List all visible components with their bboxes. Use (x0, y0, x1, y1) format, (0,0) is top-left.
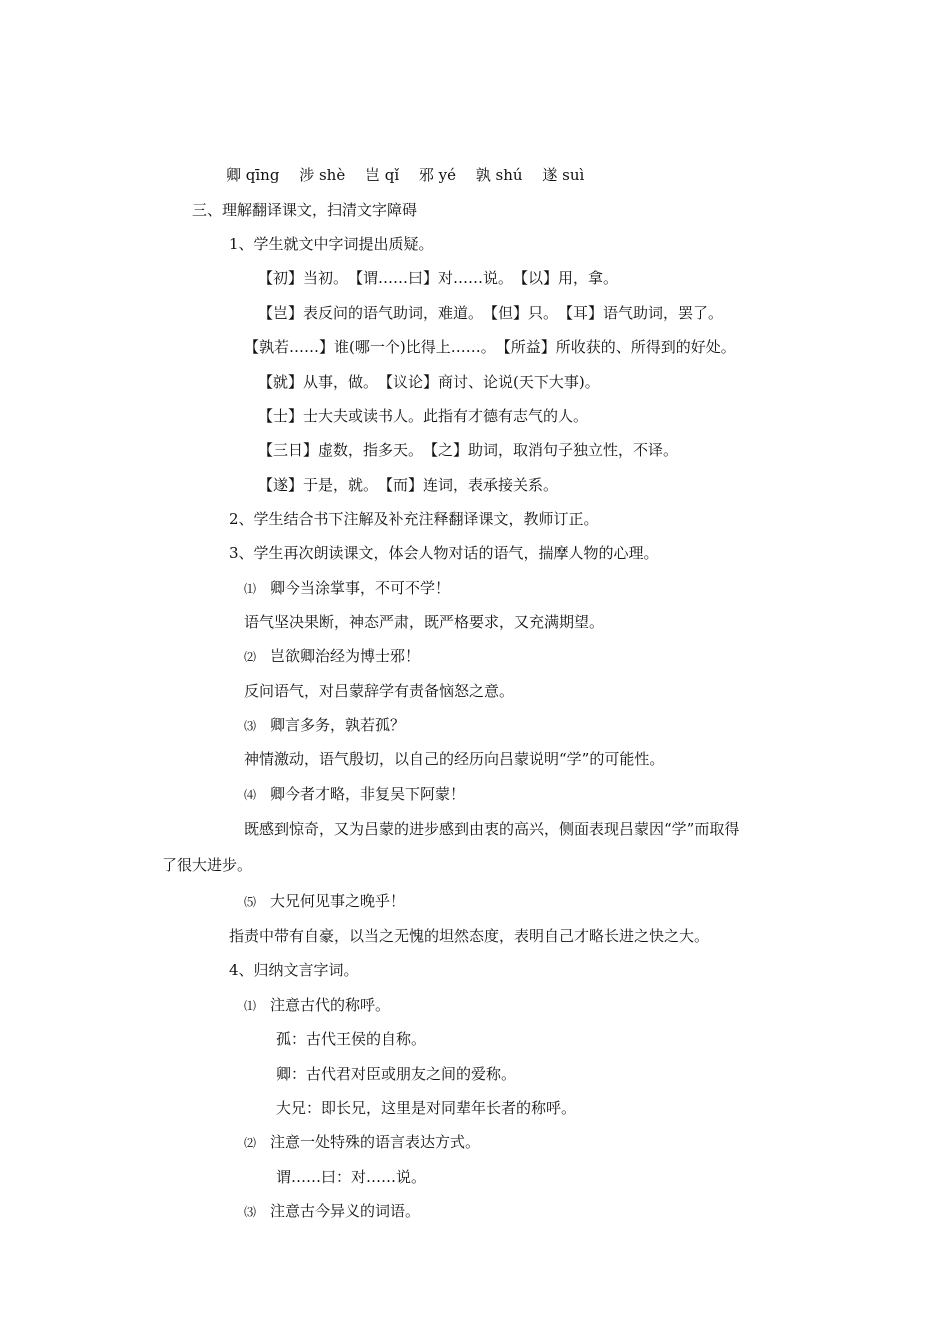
dialogue-note: 反问语气，对吕蒙辞学有责备恼怒之意。 (244, 682, 515, 700)
summary-text: 注意一处特殊的语言表达方式。 (270, 1133, 481, 1151)
section-heading: 三、理解翻译课文，扫清文字障碍 (192, 201, 418, 219)
item-number: ⑷ (244, 788, 257, 802)
vocab-line: 【孰若……】谁(哪一个)比得上……。 【所益】所收获的、所得到的好处。 (244, 338, 736, 356)
item-number: ⑵ (244, 1136, 257, 1150)
quote-text: 卿今者才略，非复吴下阿蒙！ (270, 785, 466, 803)
summary-item: 谓……曰：对……说。 (276, 1168, 427, 1186)
dialogue-quote (244, 715, 405, 736)
item-number: ⑶ (244, 1205, 257, 1219)
step-4: 4、归纳文言字词。 (229, 961, 359, 979)
dialogue-note-continued: 了很大进步。 (162, 856, 253, 874)
dialogue-quote (244, 578, 450, 599)
pinyin-line: 卿 qīng 涉 shè 岂 qǐ 邪 yé 孰 shú 遂 suì (226, 166, 585, 184)
dialogue-note: 指责中带有自豪，以当之无愧的坦然态度，表明自己才略长进之快之大。 (229, 927, 710, 945)
vocab-line: 【士】士大夫或读书人。此指有才德有志气的人。 (258, 407, 589, 425)
quote-text: 卿今当涂掌事，不可不学！ (270, 579, 451, 597)
vocab-line: 【初】当初。 【谓……曰】对……说。 【以】用，拿。 (258, 269, 619, 287)
item-number: ⑴ (244, 999, 257, 1013)
item-number: ⑶ (244, 719, 257, 733)
summary-text: 注意古代的称呼。 (270, 996, 391, 1014)
summary-heading (244, 995, 390, 1016)
quote-text: 卿言多务，孰若孤？ (270, 716, 406, 734)
summary-item: 孤：古代王侯的自称。 (276, 1030, 427, 1048)
step-2: 2、学生结合书下注解及补充注释翻译课文，教师订正。 (229, 510, 599, 528)
vocab-line: 【三日】虚数，指多天。 【之】助词，取消句子独立性，不译。 (258, 441, 679, 459)
dialogue-quote (244, 646, 420, 667)
step-3: 3、学生再次朗读课文，体会人物对话的语气，揣摩人物的心理。 (229, 544, 659, 562)
summary-text: 注意古今异义的词语。 (270, 1202, 421, 1220)
item-number: ⑴ (244, 582, 257, 596)
summary-item: 卿：古代君对臣或朋友之间的爱称。 (276, 1065, 517, 1083)
summary-heading (244, 1201, 420, 1222)
dialogue-note: 神情激动，语气殷切，以自己的经历向吕蒙说明“学”的可能性。 (244, 750, 665, 768)
dialogue-note: 语气坚决果断，神态严肃，既严格要求，又充满期望。 (244, 613, 605, 631)
quote-text: 大兄何见事之晚乎！ (270, 892, 406, 910)
summary-item: 大兄：即长兄，这里是对同辈年长者的称呼。 (276, 1099, 577, 1117)
dialogue-quote (244, 784, 465, 805)
dialogue-note: 既感到惊奇，又为吕蒙的进步感到由衷的高兴，侧面表现吕蒙因“学”而取得 (244, 820, 740, 838)
summary-heading (244, 1132, 480, 1153)
step-1: 1、学生就文中字词提出质疑。 (229, 235, 434, 253)
vocab-line: 【遂】于是，就。 【而】连词，表承接关系。 (258, 476, 559, 494)
item-number: ⑸ (244, 895, 257, 909)
vocab-line: 【就】从事，做。 【议论】商讨、论说(天下大事)。 (258, 373, 600, 391)
vocab-line: 【岂】表反问的语气助词，难道。 【但】只。 【耳】语气助词，罢了。 (258, 304, 724, 322)
dialogue-quote (244, 891, 405, 912)
quote-text: 岂欲卿治经为博士邪！ (270, 647, 421, 665)
item-number: ⑵ (244, 650, 257, 664)
